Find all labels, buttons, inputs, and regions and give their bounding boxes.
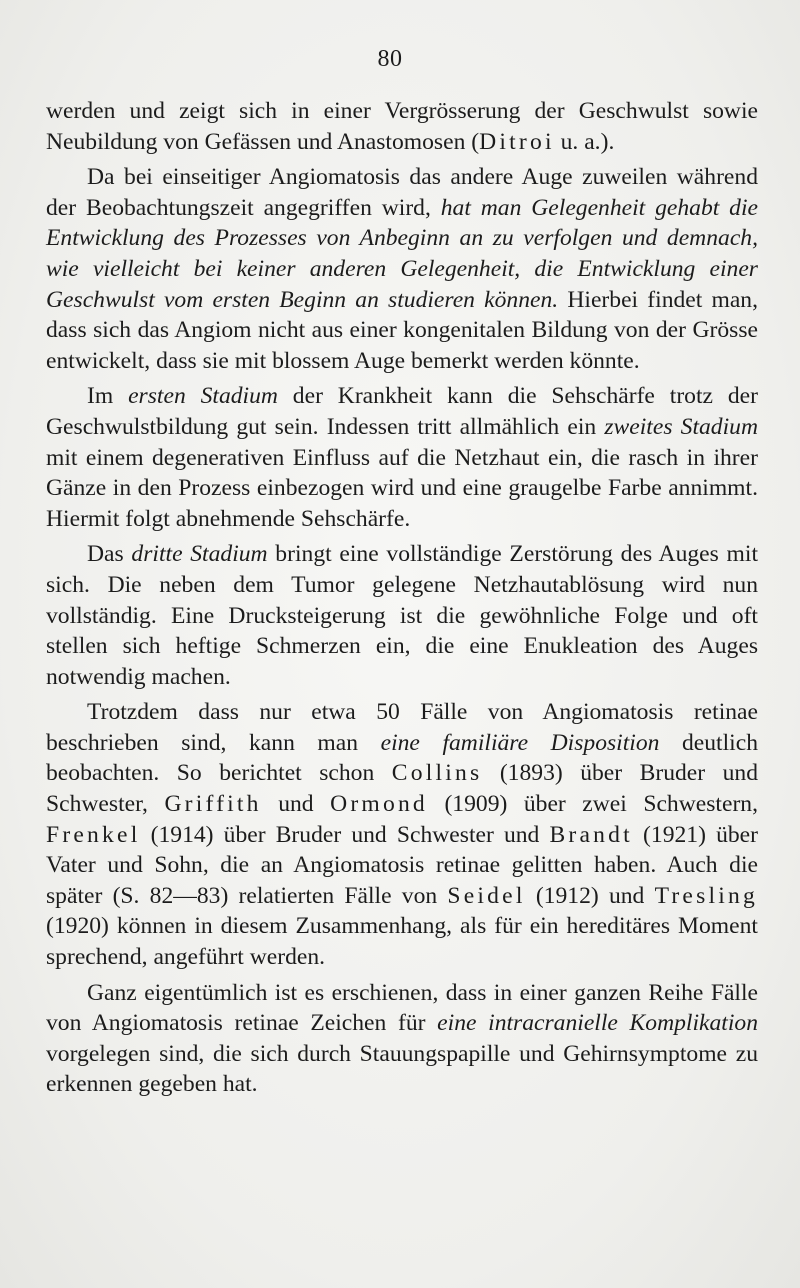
text-run: (1909) über zwei Schwestern, xyxy=(427,791,758,818)
text-run: (1920) können in diesem Zusammenhang, als für ein hereditäres Moment sprechend, angeführt werden. xyxy=(46,913,758,971)
text-run: deutlich beobachten. So berichtet schon xyxy=(46,729,758,787)
text-run: Ganz eigentümlich ist es erschienen, dass in einer ganzen Reihe Fälle von Angiomatosis retinae Zeichen für xyxy=(46,979,758,1037)
author-name: Tresling xyxy=(654,882,758,909)
author-name: Griffith xyxy=(164,791,262,818)
page-number: 80 xyxy=(377,46,403,72)
author-name: Ditroi xyxy=(479,128,555,155)
author-name: Ormond xyxy=(330,791,428,818)
paragraph xyxy=(46,697,758,972)
paragraph xyxy=(46,539,758,692)
text-run: (1921) über Vater und Sohn, die an Angiomatosis retinae gelitten haben. Auch die später (S. 82—83) relatierten Fälle von xyxy=(46,821,758,909)
italic-phrase: eine familiäre Disposition xyxy=(380,729,660,756)
text-run: Im xyxy=(87,383,129,410)
paragraph xyxy=(46,162,758,376)
italic-phrase: hat man Gelegenheit gehabt die Entwicklung des Prozesses von Anbeginn an zu verfolgen und demnach, wie vielleicht bei keiner anderen Gelegenheit, die Entwicklung einer Geschwulst vom ersten Beginn an studieren können. xyxy=(46,194,758,313)
italic-phrase: eine intracranielle Komplikation xyxy=(437,1010,758,1037)
text-run: der Krankheit kann die Sehschärfe trotz der Geschwulstbildung gut sein. Indessen tritt allmählich ein xyxy=(46,383,758,440)
text-run: vorgelegen sind, die sich durch Stauungspapille und Gehirnsymptome zu erkennen gegeben hat. xyxy=(46,1040,758,1098)
italic-phrase: dritte Stadium xyxy=(131,541,268,568)
paragraph xyxy=(46,96,758,157)
author-name: Seidel xyxy=(447,882,526,909)
body-text xyxy=(46,96,758,1105)
text-run: u. a.). xyxy=(554,128,615,155)
paragraph xyxy=(46,978,758,1100)
text-run: Trotzdem dass nur etwa 50 Fälle von Angiomatosis retinae beschrieben sind, kann man xyxy=(46,699,758,756)
text-run: Das xyxy=(87,541,132,568)
text-run: bringt eine vollständige Zerstörung des Auges mit sich. Die neben dem Tumor gelegene Netzhautablösung wird nun vollständig. Eine Drucksteigerung ist die gewöhnliche Folge und oft stellen sich heftige Schmerzen ein, die eine Enukleation des Auges notwendig machen. xyxy=(46,541,758,690)
paragraph xyxy=(46,381,758,534)
author-name: Frenkel xyxy=(46,821,141,848)
italic-phrase: zweites Stadium xyxy=(604,413,758,440)
text-run: werden und zeigt sich in einer Vergrösserung der Geschwulst sowie Neubildung von Gefässen und Anastomosen ( xyxy=(46,98,758,155)
text-run: (1893) über Bruder und Schwester, xyxy=(46,760,759,818)
text-run: (1914) über Bruder und Schwester und xyxy=(140,821,550,848)
author-name: Brandt xyxy=(549,821,633,848)
author-name: Collins xyxy=(391,760,483,787)
text-run: Hierbei findet man, dass sich das Angiom nicht aus einer kongenitalen Bildung von der Grösse entwickelt, dass sie mit blossem Auge bemerkt werden könnte. xyxy=(46,286,759,374)
text-run: und xyxy=(261,791,331,818)
text-run: (1912) und xyxy=(525,882,655,909)
italic-phrase: ersten Stadium xyxy=(128,383,278,410)
text-run: Da bei einseitiger Angiomatosis das andere Auge zuweilen während der Beobachtungszeit angegriffen wird, xyxy=(46,164,758,221)
text-run: mit einem degenerativen Einfluss auf die Netzhaut ein, die rasch in ihrer Gänze in den Prozess einbezogen wird und eine graugelbe Farbe annimmt. Hiermit folgt abnehmende Sehschärfe. xyxy=(46,444,758,532)
